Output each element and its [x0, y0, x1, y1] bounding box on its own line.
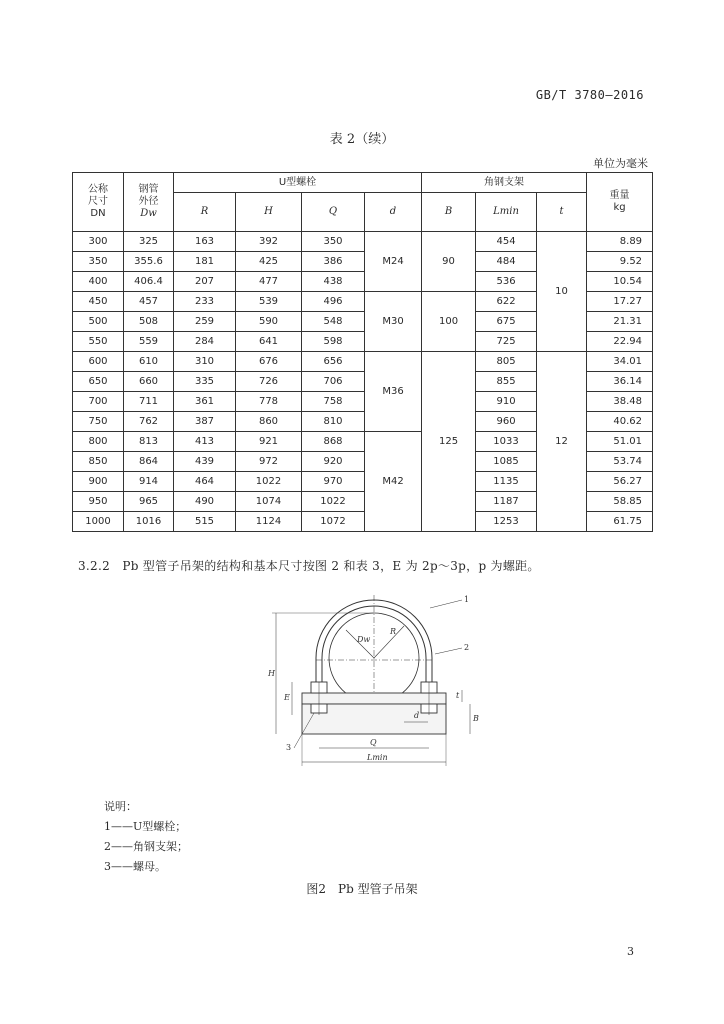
cell-lmin: 622 [476, 292, 537, 312]
cell-q: 496 [302, 292, 365, 312]
header-dw: 钢管 外径 Dw [124, 173, 174, 232]
standard-number: GB/T 3780—2016 [535, 88, 644, 102]
note-1: 1——U型螺栓； [104, 820, 187, 833]
cell-q: 438 [302, 272, 365, 292]
svg-text:B: B [473, 714, 479, 723]
cell-q: 706 [302, 372, 365, 392]
cell-lmin: 1033 [476, 432, 537, 452]
cell-dn: 600 [73, 352, 124, 372]
cell-t: 10 [537, 232, 587, 352]
cell-q: 386 [302, 252, 365, 272]
cell-lmin: 1253 [476, 512, 537, 532]
cell-h: 972 [236, 452, 302, 472]
cell-dn: 300 [73, 232, 124, 252]
cell-t: 12 [537, 352, 587, 532]
cell-r: 439 [174, 452, 236, 472]
cell-h: 477 [236, 272, 302, 292]
cell-h: 676 [236, 352, 302, 372]
cell-dn: 350 [73, 252, 124, 272]
cell-weight: 61.75 [587, 512, 653, 532]
cell-dw: 965 [124, 492, 174, 512]
cell-dw: 813 [124, 432, 174, 452]
cell-h: 726 [236, 372, 302, 392]
label-3: 3 [286, 743, 292, 752]
cell-q: 1022 [302, 492, 365, 512]
cell-lmin: 855 [476, 372, 537, 392]
cell-weight: 51.01 [587, 432, 653, 452]
cell-weight: 10.54 [587, 272, 653, 292]
cell-h: 641 [236, 332, 302, 352]
cell-q: 1072 [302, 512, 365, 532]
cell-weight: 40.62 [587, 412, 653, 432]
cell-d: M24 [365, 232, 422, 292]
notes-title: 说明： [104, 800, 137, 813]
cell-dw: 914 [124, 472, 174, 492]
cell-weight: 17.27 [587, 292, 653, 312]
cell-dn: 650 [73, 372, 124, 392]
cell-dw: 1016 [124, 512, 174, 532]
cell-r: 490 [174, 492, 236, 512]
cell-dn: 750 [73, 412, 124, 432]
cell-q: 810 [302, 412, 365, 432]
svg-text:R: R [390, 627, 397, 636]
cell-d: M30 [365, 292, 422, 352]
cell-q: 656 [302, 352, 365, 372]
cell-lmin: 675 [476, 312, 537, 332]
cell-lmin: 536 [476, 272, 537, 292]
table-caption: 表 2（续） [329, 132, 395, 147]
cell-r: 284 [174, 332, 236, 352]
header-lmin: Lmin [476, 193, 537, 232]
svg-text:Dw: Dw [357, 635, 371, 644]
cell-dw: 864 [124, 452, 174, 472]
cell-h: 1022 [236, 472, 302, 492]
cell-dn: 500 [73, 312, 124, 332]
cell-dw: 325 [124, 232, 174, 252]
cell-weight: 9.52 [587, 252, 653, 272]
cell-h: 1074 [236, 492, 302, 512]
cell-r: 233 [174, 292, 236, 312]
cell-dw: 508 [124, 312, 174, 332]
cell-q: 548 [302, 312, 365, 332]
dimension-table [72, 172, 653, 532]
cell-h: 1124 [236, 512, 302, 532]
cell-q: 598 [302, 332, 365, 352]
svg-text:d: d [414, 711, 420, 720]
header-d: d [365, 193, 422, 232]
clause-3-2-2: 3.2.2 Pb 型管子吊架的结构和基本尺寸按图 2 和表 3，E 为 2p～3p，p 为螺距。 [78, 559, 540, 573]
cell-q: 970 [302, 472, 365, 492]
cell-lmin: 1135 [476, 472, 537, 492]
cell-q: 920 [302, 452, 365, 472]
table-header-row-1 [73, 173, 653, 193]
cell-dn: 950 [73, 492, 124, 512]
page-number: 3 [627, 945, 634, 958]
note-2: 2——角钢支架； [104, 840, 188, 853]
label-2: 2 [464, 643, 470, 652]
cell-weight: 36.14 [587, 372, 653, 392]
label-1: 1 [464, 595, 470, 604]
svg-text:H: H [268, 669, 275, 678]
cell-lmin: 960 [476, 412, 537, 432]
cell-dw: 457 [124, 292, 174, 312]
cell-dw: 559 [124, 332, 174, 352]
table-row [73, 232, 653, 252]
cell-h: 425 [236, 252, 302, 272]
header-r: R [174, 193, 236, 232]
cell-lmin: 1085 [476, 452, 537, 472]
header-weight: 重量 kg [587, 173, 653, 232]
cell-weight: 8.89 [587, 232, 653, 252]
cell-dw: 660 [124, 372, 174, 392]
cell-h: 860 [236, 412, 302, 432]
cell-r: 310 [174, 352, 236, 372]
cell-q: 350 [302, 232, 365, 252]
cell-dw: 762 [124, 412, 174, 432]
header-t: t [537, 193, 587, 232]
cell-weight: 21.31 [587, 312, 653, 332]
figure-caption: 图2 Pb 型管子吊架 [306, 882, 418, 896]
cell-b: 100 [422, 292, 476, 352]
cell-r: 163 [174, 232, 236, 252]
cell-dn: 400 [73, 272, 124, 292]
header-h: H [236, 193, 302, 232]
cell-b: 90 [422, 232, 476, 292]
figure-notes [104, 797, 188, 877]
cell-dn: 700 [73, 392, 124, 412]
cell-r: 361 [174, 392, 236, 412]
svg-text:E: E [284, 693, 290, 702]
svg-text:t: t [456, 691, 460, 700]
cell-lmin: 805 [476, 352, 537, 372]
cell-q: 868 [302, 432, 365, 452]
cell-r: 207 [174, 272, 236, 292]
cell-dn: 850 [73, 452, 124, 472]
cell-r: 335 [174, 372, 236, 392]
cell-dw: 711 [124, 392, 174, 412]
unit-note: 单位为毫米 [593, 157, 648, 170]
pb-hanger-figure [262, 590, 492, 770]
note-3: 3——螺母。 [104, 860, 166, 873]
table-row [73, 352, 653, 372]
cell-weight: 53.74 [587, 452, 653, 472]
cell-r: 387 [174, 412, 236, 432]
cell-dw: 610 [124, 352, 174, 372]
cell-d: M36 [365, 352, 422, 432]
svg-text:Q: Q [370, 738, 377, 747]
angle-bracket [302, 693, 446, 704]
cell-dn: 800 [73, 432, 124, 452]
header-ubolt: U型螺栓 [174, 173, 422, 193]
cell-lmin: 725 [476, 332, 537, 352]
cell-lmin: 484 [476, 252, 537, 272]
cell-h: 921 [236, 432, 302, 452]
cell-weight: 58.85 [587, 492, 653, 512]
cell-lmin: 454 [476, 232, 537, 252]
cell-h: 392 [236, 232, 302, 252]
cell-h: 590 [236, 312, 302, 332]
cell-weight: 34.01 [587, 352, 653, 372]
header-angle-bracket: 角钢支架 [422, 173, 587, 193]
cell-r: 464 [174, 472, 236, 492]
header-q: Q [302, 193, 365, 232]
cell-d: M42 [365, 432, 422, 532]
cell-r: 181 [174, 252, 236, 272]
cell-dw: 355.6 [124, 252, 174, 272]
cell-dn: 550 [73, 332, 124, 352]
cell-dn: 900 [73, 472, 124, 492]
cell-dw: 406.4 [124, 272, 174, 292]
svg-text:Lmin: Lmin [367, 753, 388, 762]
cell-h: 778 [236, 392, 302, 412]
cell-h: 539 [236, 292, 302, 312]
cell-lmin: 1187 [476, 492, 537, 512]
cell-dn: 1000 [73, 512, 124, 532]
header-dn: 公称 尺寸 DN [73, 173, 124, 232]
cell-dn: 450 [73, 292, 124, 312]
cell-r: 413 [174, 432, 236, 452]
cell-weight: 38.48 [587, 392, 653, 412]
cell-lmin: 910 [476, 392, 537, 412]
cell-weight: 22.94 [587, 332, 653, 352]
cell-q: 758 [302, 392, 365, 412]
cell-r: 259 [174, 312, 236, 332]
cell-weight: 56.27 [587, 472, 653, 492]
cell-b: 125 [422, 352, 476, 532]
header-b: B [422, 193, 476, 232]
cell-r: 515 [174, 512, 236, 532]
